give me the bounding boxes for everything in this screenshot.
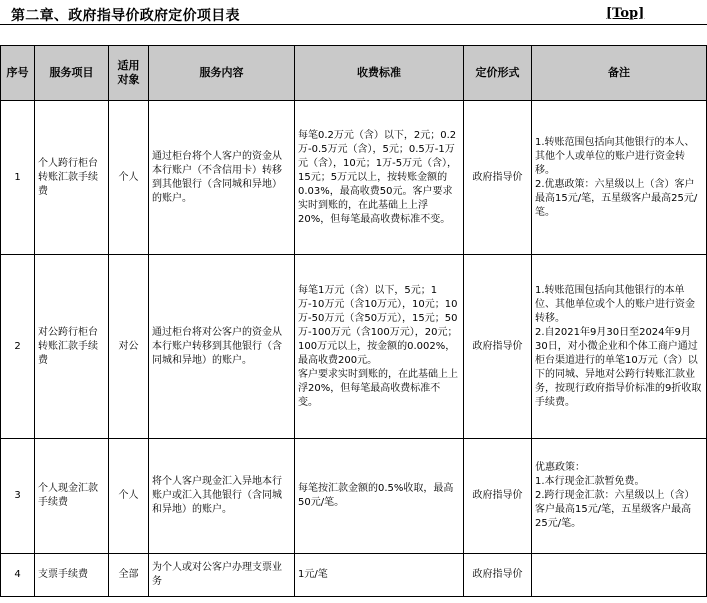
cell-pricing: 政府指导价	[464, 101, 532, 255]
table-row	[1, 101, 707, 255]
cell-no: 2	[1, 255, 35, 439]
cell-fee: 每笔1万元（含）以下，5元；1万-10万元（含10万元），10元；10万-50万元（含50万元），15元；50万-100万元（含100万元），20元；100万元以上，按金额的0.002%，最高收费200元。 客户要求实时到账的，在此基础上上浮20%，但每笔最高收费标准不变。	[295, 255, 464, 439]
cell-fee: 每笔0.2万元（含）以下，2元；0.2万-0.5万元（含），5元；0.5万-1万元（含），10元；1万-5万元（含），15元；5万元以上，按转账金额的0.03%，最高收费50元。客户要求实时到账的，在此基础上上浮20%，但每笔最高收费标准不变。	[295, 101, 464, 255]
cell-pricing: 政府指导价	[464, 255, 532, 439]
cell-notes: 1.转账范围包括向其他银行的本单位、其他单位或个人的账户进行资金转移。 2.自2021年9月30日至2024年9月30日，对小微企业和个体工商户通过柜台渠道进行的单笔10万元（含）以下的同城、异地对公跨行转账汇款业务，按现行政府指导价标准的9折收取手续费。	[532, 255, 707, 439]
cell-no: 4	[1, 554, 35, 597]
cell-target: 对公	[109, 255, 149, 439]
cell-content: 将个人客户现金汇入异地本行账户或汇入其他银行（含同城和异地）的账户。	[149, 439, 295, 554]
cell-content: 为个人或对公客户办理支票业务	[149, 554, 295, 597]
table-header-row	[1, 46, 707, 101]
cell-target: 个人	[109, 439, 149, 554]
table-row	[1, 554, 707, 597]
header-notes: 备注	[532, 46, 707, 101]
cell-fee: 1元/笔	[295, 554, 464, 597]
cell-item: 个人现金汇款手续费	[35, 439, 109, 554]
cell-target: 个人	[109, 101, 149, 255]
header-no: 序号	[1, 46, 35, 101]
cell-content: 通过柜台将个人客户的资金从本行账户（不含信用卡）转移到其他银行（含同城和异地）的账户。	[149, 101, 295, 255]
cell-target: 全部	[109, 554, 149, 597]
table-row	[1, 439, 707, 554]
table-row	[1, 255, 707, 439]
page-title: 第二章、政府指导价政府定价项目表	[11, 8, 240, 24]
page-header	[0, 0, 707, 46]
cell-no: 3	[1, 439, 35, 554]
cell-item: 个人跨行柜台转账汇款手续费	[35, 101, 109, 255]
cell-notes: 1.转账范围包括向其他银行的本人、其他个人或单位的账户进行资金转移。 2.优惠政策：六星级以上（含）客户最高15元/笔，五星级客户最高25元/笔。	[532, 101, 707, 255]
cell-content: 通过柜台将对公客户的资金从本行账户转移到其他银行（含同城和异地）的账户。	[149, 255, 295, 439]
cell-no: 1	[1, 101, 35, 255]
cell-item: 对公跨行柜台转账汇款手续费	[35, 255, 109, 439]
header-divider	[0, 24, 707, 25]
header-item: 服务项目	[35, 46, 109, 101]
cell-item: 支票手续费	[35, 554, 109, 597]
cell-pricing: 政府指导价	[464, 554, 532, 597]
header-pricing: 定价形式	[464, 46, 532, 101]
header-content: 服务内容	[149, 46, 295, 101]
header-fee: 收费标准	[295, 46, 464, 101]
top-link[interactable]: [Top]	[606, 6, 645, 21]
cell-notes: 优惠政策： 1.本行现金汇款暂免费。 2.跨行现金汇款：六星级以上（含）客户最高15元/笔，五星级客户最高25元/笔。	[532, 439, 707, 554]
header-target: 适用 对象	[109, 46, 149, 101]
cell-pricing: 政府指导价	[464, 439, 532, 554]
price-table	[0, 45, 707, 597]
cell-notes	[532, 554, 707, 597]
cell-fee: 每笔按汇款金额的0.5%收取，最高50元/笔。	[295, 439, 464, 554]
